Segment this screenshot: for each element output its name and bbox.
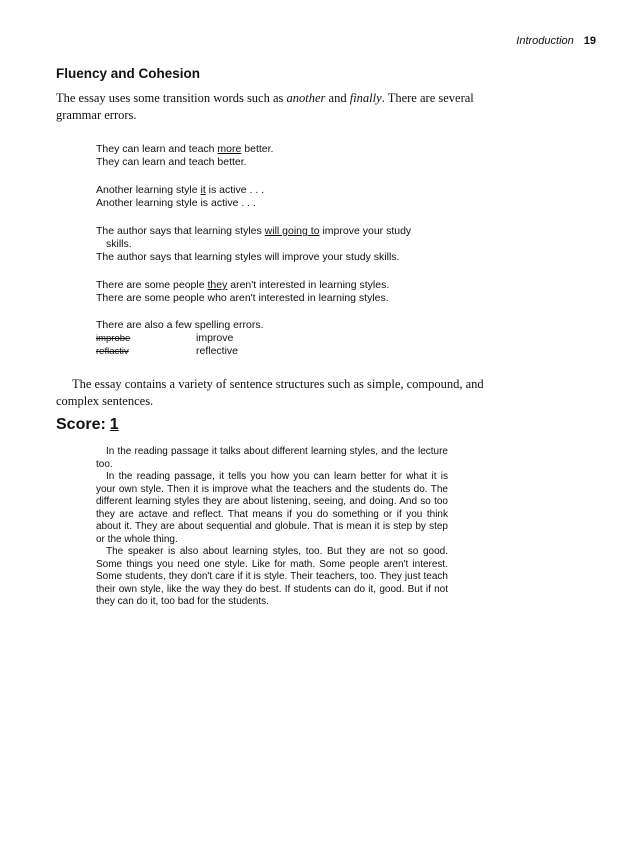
essay-paragraph: In the reading passage, it tells you how you can learn better for what it is your own style. Then it is improve what the teachers and the students do. The different learning styles they are about listening, seeing, and doing. And so too they are actave and reflect. That means if you do something or if you think about it. They are about sequential and globule. That is mean it is step by step or the whole thing. [96, 471, 448, 545]
sample-essay [96, 446, 448, 609]
essay-paragraph: In the reading passage it talks about different learning styles, and the lecture too. [96, 446, 448, 470]
incorrect-sentence: There are some people they aren't interested in learning styles. [96, 279, 390, 291]
corrected-sentence: They can learn and teach better. [96, 156, 247, 168]
intro-text: The essay uses some transition words such as [56, 91, 287, 105]
essay-paragraph: The speaker is also about learning styles, too. But they are not so good. Some things you need one style. Like for math. Some people aren't interest. Some students, they don't care if it is style. Their teachers, too. They just teach their own style, like the way they do best. If students can do it, good. But if not they can do it, too bad for the students. [96, 546, 448, 607]
correct-spelling: reflective [196, 345, 239, 357]
fluency-heading: Fluency and Cohesion [56, 66, 201, 81]
incorrect-sentence: The author says that learning styles will going to improve your study [96, 225, 412, 237]
corrected-sentence: Another learning style is active . . . [96, 197, 256, 209]
running-head [516, 35, 596, 47]
grammar-example [96, 279, 456, 305]
error-highlight: more [217, 143, 242, 155]
grammar-example [96, 184, 456, 210]
error-highlight: will going to [264, 225, 320, 237]
score-label: Score: [56, 416, 106, 433]
corrected-sentence: There are some people who aren't interested in learning styles. [96, 292, 389, 304]
spelling-pair [96, 332, 456, 345]
error-highlight: it [200, 184, 206, 196]
misspelled-word: improbe [96, 333, 131, 344]
spelling-pair [96, 345, 456, 358]
corrected-sentence: The author says that learning styles will improve your study skills. [96, 251, 400, 263]
term-finally: finally [349, 91, 382, 105]
term-another: another [286, 91, 326, 105]
score-value: 1 [109, 416, 119, 433]
running-head-section: Introduction [516, 35, 574, 47]
error-highlight: they [207, 279, 228, 291]
grammar-examples [96, 143, 456, 358]
sentence-variety-paragraph: The essay contains a variety of sentence structures such as simple, compound, and complex sentences. [56, 377, 484, 408]
incorrect-sentence: Another learning style it is active . . . [96, 184, 265, 196]
grammar-example [96, 225, 456, 264]
score-heading [56, 416, 119, 434]
grammar-example [96, 143, 456, 169]
spelling-errors [96, 319, 456, 358]
fluency-intro [56, 90, 496, 124]
misspelled-word: reflactiv [96, 346, 129, 357]
page-number: 19 [583, 35, 596, 47]
correct-spelling: improve [196, 332, 234, 344]
intro-text: and [325, 91, 350, 105]
incorrect-sentence-continued: skills. [106, 238, 132, 250]
incorrect-sentence: They can learn and teach more better. [96, 143, 274, 155]
intro-text: . There are several grammar errors. [56, 91, 474, 122]
spelling-intro: There are also a few spelling errors. [96, 319, 264, 331]
